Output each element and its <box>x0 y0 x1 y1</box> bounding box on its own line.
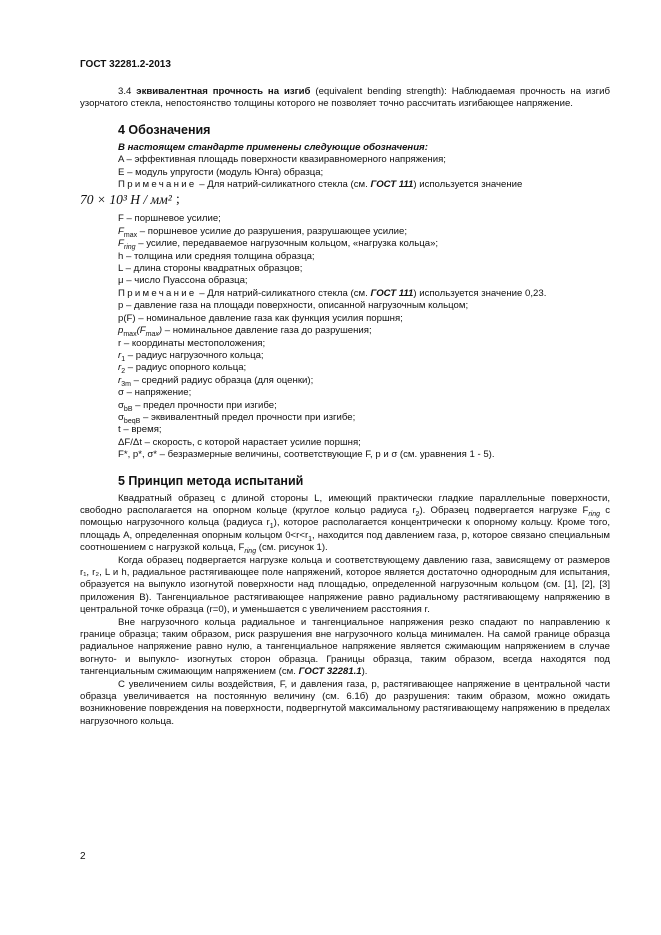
ref-gost-32281-1: ГОСТ 32281.1 <box>298 666 362 678</box>
document-code: ГОСТ 32281.2-2013 <box>80 59 171 70</box>
symbol-mu: μ – число Пуассона образца; <box>118 275 248 287</box>
youngs-modulus-formula: 70 × 10³ Н / мм² ; <box>80 191 180 208</box>
symbol-l: L – длина стороны квадратных образцов; <box>118 263 303 275</box>
symbol-e: E – модуль упругости (модуль Юнга) образца; <box>118 166 324 178</box>
note-ref-gost-111: ГОСТ 111 <box>370 287 414 299</box>
section-5-paragraph-4: С увеличением силы воздействия, F, и давления газа, p, растягивающее напряжение в центральной части образца увеличивается на постоянную величину (см. 6.1б) до разрушения: таким образом, можно ожидать возникновение повреждения на поверхности, подвергнутой максимальному растягивающему напряжению в пределах нагрузочного кольца. <box>80 678 610 727</box>
symbol-sigma-beqb: $\sigma_{beqB}$ – эквивалентный предел прочности при изгибе; <box>118 411 356 425</box>
section-4-subtitle: В настоящем стандарте применены следующие обозначения: <box>118 141 428 153</box>
note-label: Примечание <box>118 287 197 299</box>
page-number: 2 <box>80 851 86 862</box>
symbol-sigma: σ – напряжение; <box>118 387 192 399</box>
symbol-fmax: $F_{max}$ – поршневое усилие до разрушения, разрушающее усилие; <box>118 225 408 239</box>
symbol-f: F – поршневое усилие; <box>118 213 221 225</box>
note-label: Примечание <box>118 179 197 191</box>
symbol-r1: $r_1$ – радиус нагрузочного кольца; <box>118 349 264 363</box>
symbol-dimensionless: F*, p*, σ* – безразмерные величины, соответствующие F, p и σ (см. уравнения 1 - 5). <box>118 449 495 461</box>
def-term: эквивалентная прочность на изгиб <box>136 86 311 97</box>
section-5-paragraph-3: Вне нагрузочного кольца радиальное и тангенциальное напряжения резко спадают по направлению к границе образца; таким образом, риск разрушения вне нагрузочного кольца минимален. На самой границе образца радиальное напряжение равно нулю, а тангенциальное напряжение является сжимающим напряжением в случае вогнуто- и выпукло- изогнутых сторон образца. Границы образца, таким образом, всегда находятся под тангенциальным сжимающим напряжением (см. ГОСТ 32281.1). <box>80 616 610 678</box>
symbol-r: r – координаты местоположения; <box>118 337 266 349</box>
symbol-fring: $F_{ring}$ – усилие, передаваемое нагрузочным кольцом, «нагрузка кольца»; <box>118 238 439 252</box>
symbol-p: p – давление газа на площади поверхности, описанной нагрузочным кольцом; <box>118 300 469 312</box>
symbol-pf: p(F) – номинальное давление газа как функция усилия поршня; <box>118 312 403 324</box>
symbol-r2: $r_2$ – радиус опорного кольца; <box>118 362 247 376</box>
definition-3-4 <box>80 86 610 111</box>
symbol-df-dt: ΔF/Δt – скорость, с которой нарастает усилие поршня; <box>118 436 361 448</box>
def-number: 3.4 <box>118 86 137 97</box>
section-5-paragraph-1: Квадратный образец с длиной стороны L, имеющий практически гладкие параллельные поверхности, свободно располагается на опорном кольце (круглое кольцо радиуса $r_2$). Образец подвергается нагрузке $F_{ring}$ с помощью нагрузочного кольца (радиуса $r_1$), которое располагается концентрически к опорному кольцу. Кроме того, площадь A, определенная опорным кольцом $0<r<r_1$, находится под давлением газа, p, которое связано специальным соотношением с нагрузкой кольца, $F_{ring}$ (см. рисунок 1). <box>80 492 610 556</box>
note-2: Примечание – Для натрий-силикатного стекла (см. ГОСТ 111) используется значение 0,23. <box>118 287 547 299</box>
section-5-paragraph-2: Когда образец подвергается нагрузке кольца и соответствующему давлению газа, зависящему от размеров r₁, r₂, L и h, радиальное растягивающее поле напряжений, которое является достаточно однородным для испытания, образуется на выпукло изогнутой поверхности над площадью, определенной нагрузочным кольцом (см. [1], [2], [3] приложения В). Тангенциальное растягивающее напряжение равно радиальному растягивающему напряжению в центральной точке образца (r=0), и уменьшается с увеличением расстояния r. <box>80 554 610 616</box>
symbol-a: A – эффективная площадь поверхности квазиравномерного напряжения; <box>118 154 446 166</box>
symbol-sigma-bb: $\sigma_{bB}$ – предел прочности при изгибе; <box>118 399 277 413</box>
def-text: (equivalent bending strength): Наблюдаемая прочность на изгиб узорчатого стекла, непостоянство толщины которого не позволяет точно рассчитать изгибающее напряжение. <box>80 86 610 110</box>
symbol-pmax: $p_{max}(F_{max})$ – номинальное давление газа до разрушения; <box>118 325 372 338</box>
symbol-t: t – время; <box>118 424 162 436</box>
page-content <box>80 86 610 728</box>
note-ref-gost-111: ГОСТ 111 <box>370 179 414 191</box>
section-4-title: 4 Обозначения <box>118 122 211 137</box>
section-5-title: 5 Принцип метода испытаний <box>118 473 304 488</box>
symbol-r3m: $r_{3m}$ – средний радиус образца (для оценки); <box>118 374 314 388</box>
note-1: Примечание – Для натрий-силикатного стекла (см. ГОСТ 111) используется значение <box>118 179 523 191</box>
symbol-h: h – толщина или средняя толщина образца; <box>118 250 315 262</box>
